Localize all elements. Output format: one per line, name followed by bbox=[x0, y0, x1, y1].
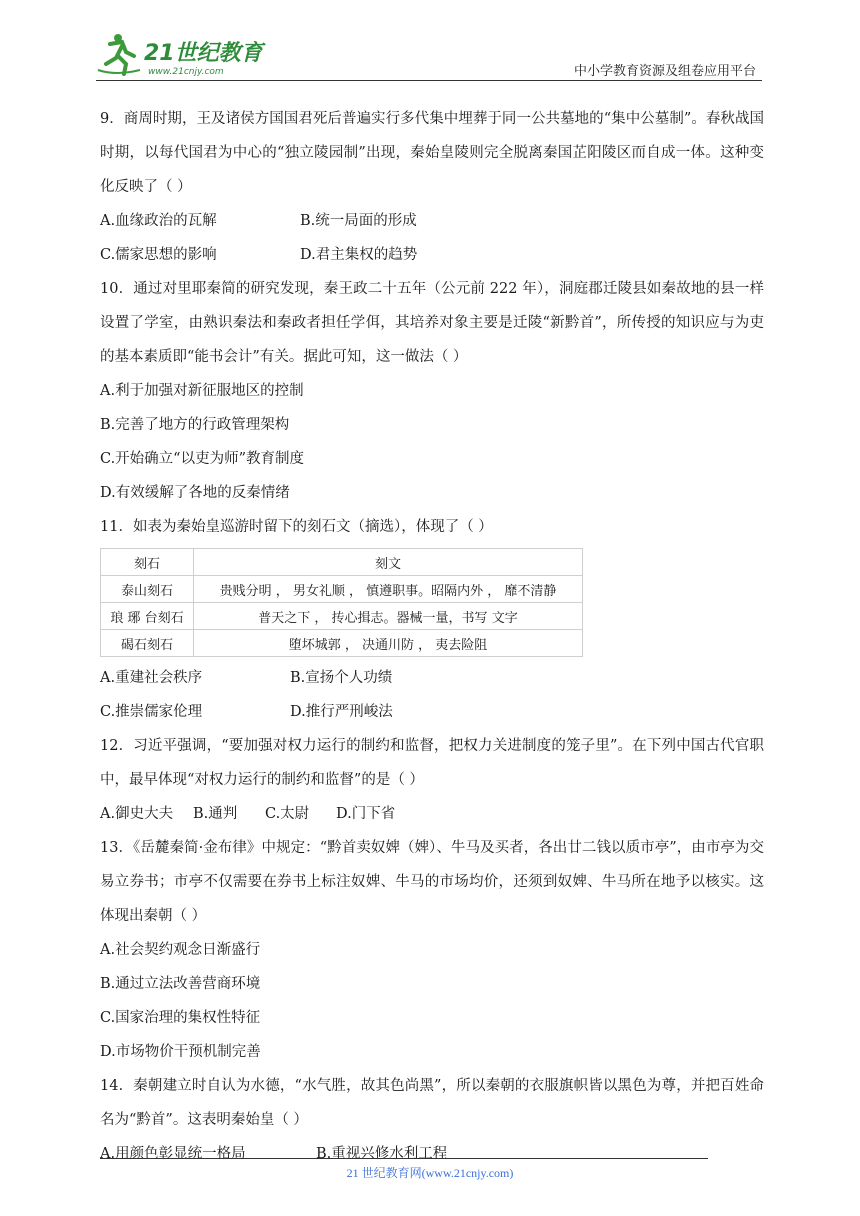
runner-icon bbox=[98, 34, 140, 74]
question-9-option-c[interactable]: C.儒家思想的影响 bbox=[100, 247, 217, 263]
question-11-option-b[interactable]: B.宣扬个人功绩 bbox=[290, 670, 393, 686]
platform-name: 中小学教育资源及组卷应用平台 bbox=[573, 64, 756, 79]
question-13-option-d[interactable]: D.市场物价干预机制完善 bbox=[100, 1044, 261, 1060]
page-header bbox=[0, 0, 860, 82]
svg-text:21世纪教育: 21世纪教育 bbox=[144, 41, 263, 66]
svg-text:www.21cnjy.com: www.21cnjy.com bbox=[148, 67, 224, 77]
inscription-table bbox=[100, 548, 583, 657]
table-cell: 碣石刻石 bbox=[101, 630, 194, 657]
table-cell: 泰山刻石 bbox=[101, 576, 194, 603]
question-10-option-c[interactable]: C.开始确立“以吏为师”教育制度 bbox=[100, 451, 305, 467]
question-11-option-a[interactable]: A.重建社会秩序 bbox=[100, 670, 203, 686]
question-10-option-a[interactable]: A.利于加强对新征服地区的控制 bbox=[100, 383, 304, 399]
question-13-stem: 13．《岳麓秦简·金布律》中规定：“黔首卖奴婢（婢）、牛马及买者，各出廿二钱以质市亭”，由市亭为交易立券书；市亭不仅需要在券书上标注奴婢、牛马的市场均价，还须到奴婢、牛马所在地予以核实。这体现出秦朝（ ） bbox=[100, 840, 764, 924]
question-9-option-d[interactable]: D.君主集权的趋势 bbox=[300, 247, 418, 263]
question-9-options-row1 bbox=[100, 204, 764, 238]
question-11-option-c[interactable]: C.推崇儒家伦理 bbox=[100, 704, 203, 720]
question-13-option-c[interactable]: C.国家治理的集权性特征 bbox=[100, 1010, 261, 1026]
question-14-stem: 14．秦朝建立时自认为水德，“水气胜，故其色尚黑”，所以秦朝的衣服旗帜皆以黑色为尊，并把百姓命名为“黔首”。这表明秦始皇（ ） bbox=[100, 1078, 764, 1128]
table-row bbox=[101, 576, 583, 603]
question-9-options-row2 bbox=[100, 238, 764, 272]
table-row bbox=[101, 603, 583, 630]
table-cell: 琅 琊 台刻石 bbox=[101, 603, 194, 630]
question-10-option-d[interactable]: D.有效缓解了各地的反秦情绪 bbox=[100, 485, 290, 501]
table-cell: 贵贱分明 ， 男女礼顺 ， 慎遵职事。昭隔内外 ， 靡不清静 bbox=[194, 576, 583, 603]
table-header-cell: 刻文 bbox=[194, 549, 583, 576]
question-12-options bbox=[100, 797, 764, 831]
question-12-option-a[interactable]: A.御史大夫 bbox=[100, 806, 174, 822]
question-10-stem: 10．通过对里耶秦简的研究发现，秦王政二十五年（公元前 222 年），洞庭郡迁陵县如秦故地的县一样设置了学室，由熟识秦法和秦政者担任学佴，其培养对象主要是迁陵“新黔首”，所传授的知识应与为吏的基本素质即“能书会计”有关。据此可知，这一做法（ ） bbox=[100, 281, 764, 365]
question-12-option-b[interactable]: B.通判 bbox=[193, 806, 238, 822]
question-list bbox=[100, 102, 764, 1171]
question-13-option-b[interactable]: B.通过立法改善营商环境 bbox=[100, 976, 261, 992]
question-12-option-d[interactable]: D.门下省 bbox=[336, 806, 396, 822]
question-11-option-d[interactable]: D.推行严刑峻法 bbox=[290, 704, 393, 720]
21cnjy-logo bbox=[96, 30, 266, 82]
question-12-stem: 12．习近平强调，“要加强对权力运行的制约和监督，把权力关进制度的笼子里”。在下列中国古代官职中，最早体现“对权力运行的制约和监督”的是（ ） bbox=[100, 738, 764, 788]
question-13-option-a[interactable]: A.社会契约观念日渐盛行 bbox=[100, 942, 261, 958]
question-14-option-a[interactable]: A.用颜色彰显统一格局 bbox=[100, 1146, 246, 1162]
table-header-cell: 刻石 bbox=[101, 549, 194, 576]
question-11-stem: 11．如表为秦始皇巡游时留下的刻石文（摘选），体现了（ ） bbox=[100, 519, 493, 535]
table-cell: 堕坏城郭 ， 决通川防 ， 夷去险阻 bbox=[194, 630, 583, 657]
footer-divider bbox=[100, 1158, 708, 1159]
question-11-options-row2 bbox=[100, 695, 764, 729]
table-header-row bbox=[101, 549, 583, 576]
footer-link[interactable]: 21 世纪教育网(www.21cnjy.com) bbox=[346, 1166, 514, 1180]
question-12-option-c[interactable]: C.太尉 bbox=[265, 806, 310, 822]
table-cell: 普天之下 ， 抟心揖志。器械一量，书写 文字 bbox=[194, 603, 583, 630]
question-14-option-b[interactable]: B.重视兴修水利工程 bbox=[316, 1146, 448, 1162]
header-divider bbox=[96, 80, 762, 81]
question-9-option-b[interactable]: B.统一局面的形成 bbox=[300, 213, 417, 229]
question-10-option-b[interactable]: B.完善了地方的行政管理架构 bbox=[100, 417, 290, 433]
table-row bbox=[101, 630, 583, 657]
question-9-option-a[interactable]: A.血缘政治的瓦解 bbox=[100, 213, 217, 229]
question-11-options-row1 bbox=[100, 661, 764, 695]
question-9-stem: 9．商周时期，王及诸侯方国国君死后普遍实行多代集中埋葬于同一公共墓地的“集中公墓制”。春秋战国时期，以每代国君为中心的“独立陵园制”出现，秦始皇陵则完全脱离秦国芷阳陵区而自成一体。这种变化反映了（ ） bbox=[100, 111, 764, 195]
